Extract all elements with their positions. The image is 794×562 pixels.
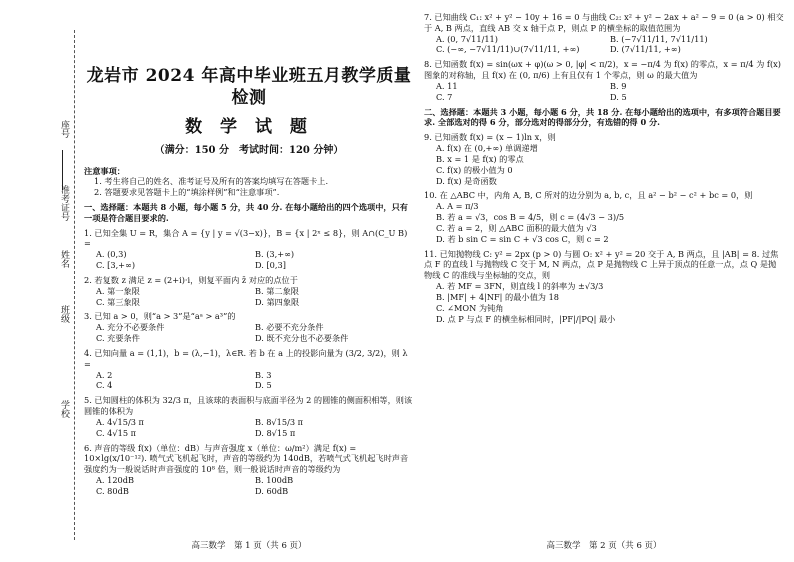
question bbox=[84, 275, 414, 307]
question-stem: 5. 已知圆柱的体积为 32/3 π，且该球的表面积与底面半径为 2 的圆锥的侧面积相等，则该圆锥的体积为 bbox=[84, 395, 413, 417]
question bbox=[424, 59, 784, 102]
fill-line bbox=[62, 150, 63, 190]
answer-option: A. A = π/3 bbox=[436, 201, 479, 212]
page-2 bbox=[424, 8, 784, 556]
note-2: 2. 答题要求见答题卡上的“填涂样例”和“注意事项”. bbox=[94, 187, 280, 198]
question-stem: 1. 已知全集 U = R，集合 A = {y | y = √(3−x)}，B = {x | 2ˣ ≤ 8}，则 A∩(C_U B) = bbox=[84, 227, 408, 249]
answer-option: D. 若 b sin C = sin C + √3 cos C，则 c = 2 bbox=[436, 233, 609, 244]
page-1 bbox=[84, 8, 414, 556]
answer-option: C. ∠MON 为钝角 bbox=[436, 302, 504, 313]
answer-option: C. f(x) 的极小值为 0 bbox=[436, 164, 513, 175]
question bbox=[84, 228, 414, 271]
answer-option: D. (7√11/11, +∞) bbox=[610, 44, 681, 55]
answer-option: C. 4√15 π bbox=[96, 427, 137, 438]
question bbox=[84, 311, 414, 343]
question bbox=[424, 190, 784, 244]
answer-option: B. x = 1 是 f(x) 的零点 bbox=[436, 153, 524, 164]
question bbox=[424, 249, 784, 325]
binding-label-seat: 座号 bbox=[59, 120, 69, 138]
answer-option: D. 5 bbox=[610, 91, 627, 102]
answer-option: C. 80dB bbox=[96, 485, 129, 496]
question-stem: 4. 已知向量 a = (1,1)，b = (λ,−1)，λ∈R. 若 b 在 a 上的投影向量为 (3/2, 3/2)，则 λ = bbox=[84, 347, 408, 369]
answer-option: D. 60dB bbox=[255, 485, 289, 496]
exam-subject: 数 学 试 题 bbox=[185, 116, 313, 137]
question bbox=[84, 348, 414, 391]
binding-label-id: 准考证号 bbox=[59, 185, 69, 221]
answer-option: C. (−∞, −7√11/11)∪(7√11/11, +∞) bbox=[436, 44, 580, 55]
answer-option: D. 5 bbox=[255, 380, 272, 391]
answer-option: B. |MF| + 4|NF| 的最小值为 18 bbox=[436, 291, 560, 302]
question-stem: 9. 已知函数 f(x) = (x − 1)ln x，则 bbox=[424, 132, 556, 143]
binding-margin bbox=[0, 0, 78, 562]
answer-option: A. f(x) 在 (0,+∞) 单调递增 bbox=[436, 143, 538, 154]
answer-option: C. 4 bbox=[96, 380, 113, 391]
answer-option: A. 120dB bbox=[96, 475, 135, 486]
answer-option: A. 2 bbox=[96, 369, 113, 380]
binding-label-class: 班级 bbox=[59, 305, 69, 323]
question-stem: 11. 已知抛物线 C: y² = 2px (p > 0) 与圆 O: x² + y² = 20 交于 A, B 两点，且 |AB| = 8. 过焦点 F 的直线 l 与抛物线 C 交于 M, N 两点，点 P 是抛物线 C 上异于顶点的任意一点，点 Q 是抛物线 C 的准线与坐标轴的交点，则 bbox=[424, 248, 779, 281]
notes-title: 注意事项： bbox=[84, 165, 125, 176]
question bbox=[424, 132, 784, 186]
answer-option: A. 第一象限 bbox=[96, 285, 140, 296]
answer-option: C. 7 bbox=[436, 91, 453, 102]
page-2-footer: 高三数学 第 2 页（共 6 页） bbox=[546, 540, 662, 551]
answer-option: A. 11 bbox=[436, 80, 458, 91]
answer-option: A. (0, 7√11/11) bbox=[436, 33, 498, 44]
answer-option: D. 8√15 π bbox=[255, 427, 296, 438]
answer-option: B. (3,+∞) bbox=[255, 249, 295, 260]
answer-option: A. (0,3) bbox=[96, 249, 127, 260]
binding-label-name: 姓名 bbox=[59, 250, 69, 268]
answer-option: B. 3 bbox=[255, 369, 272, 380]
answer-option: B. 第二象限 bbox=[255, 285, 299, 296]
answer-option: D. 第四象限 bbox=[255, 296, 300, 307]
answer-option: D. [0,3] bbox=[255, 260, 286, 271]
question-stem: 8. 已知函数 f(x) = sin(ωx + φ)(ω > 0, |φ| < π/2)，x = −π/4 为 f(x) 的零点，x = π/4 为 f(x) 图象的对称轴，且 f(x) 在 (0, π/6) 上有且仅有 1 个零点，则 ω 的最大值为 bbox=[424, 59, 781, 81]
answer-option: C. [3,+∞) bbox=[96, 260, 136, 271]
answer-option: D. 点 P 与点 F 的横坐标相同时，|PF|/|PQ| 最小 bbox=[436, 313, 616, 324]
question-stem: 10. 在 △ABC 中，内角 A, B, C 所对的边分别为 a, b, c，且 a² − b² − c² + bc = 0，则 bbox=[424, 190, 753, 201]
question bbox=[424, 12, 784, 55]
question bbox=[84, 443, 414, 497]
binding-label-school: 学校 bbox=[59, 400, 69, 418]
answer-option: D. 既不充分也不必要条件 bbox=[255, 333, 349, 344]
answer-option: C. 充要条件 bbox=[96, 333, 140, 344]
answer-option: B. (−7√11/11, 7√11/11) bbox=[610, 33, 708, 44]
answer-option: B. 100dB bbox=[255, 475, 294, 486]
question-stem: 6. 声音的等级 f(x)（单位：dB）与声音强度 x（单位：ω/m²）满足 f(x) = 10×lg(x/10⁻¹²). 喷气式飞机起飞时，声音的等级约为 140dB，若喷气式飞机起飞时声音强度约为一般说话时声音强度的 10⁸ 倍，则一般说话时声音的等级约为 bbox=[84, 442, 409, 475]
answer-option: A. 4√15/3 π bbox=[96, 416, 144, 427]
answer-option: C. 第三象限 bbox=[96, 296, 140, 307]
question-stem: 3. 已知 a > 0，则“a > 3”是“aᵃ > a³”的 bbox=[84, 311, 236, 322]
exam-meta: （满分：150 分 考试时间：120 分钟） bbox=[154, 145, 344, 157]
section-1-heading: 一、选择题：本题共 8 小题，每小题 5 分，共 40 分. 在每小题给出的四个选项中，只有一项是符合题目要求的. bbox=[84, 201, 408, 223]
answer-option: A. 充分不必要条件 bbox=[96, 322, 165, 333]
answer-option: B. 必要不充分条件 bbox=[255, 322, 324, 333]
question-stem: 2. 若复数 z 满足 z = (2+i)·i，则复平面内 z̄ 对应的点位于 bbox=[84, 274, 298, 285]
section-2-heading: 二、选择题：本题共 3 小题，每小题 6 分，共 18 分. 在每小题给出的选项中，有多项符合题目要求. 全部选对的得 6 分，部分选对的得部分分，有选错的得 0 分. bbox=[424, 106, 781, 128]
note-1: 1. 考生将自己的姓名、准考证号及所有的答案均填写在答题卡上. bbox=[94, 176, 329, 187]
binding-line bbox=[74, 30, 75, 540]
page-1-footer: 高三数学 第 1 页（共 6 页） bbox=[191, 540, 307, 551]
answer-option: C. 若 a = 2，则 △ABC 面积的最大值为 √3 bbox=[436, 222, 597, 233]
answer-option: B. 8√15/3 π bbox=[255, 416, 304, 427]
answer-option: A. 若 MF = 3FN，则直线 l 的斜率为 ±√3/3 bbox=[436, 281, 604, 292]
question-stem: 7. 已知曲线 C₁: x² + y² − 10y + 16 = 0 与曲线 C₂: x² + y² − 2ax + a² − 9 = 0 (a > 0) 相交于 A, B 两点，直线 AB 交 x 轴于点 P，则点 P 的横坐标的取值范围为 bbox=[424, 12, 784, 33]
answer-option: B. 9 bbox=[610, 80, 627, 91]
exam-title: 龙岩市 2024 年高中毕业班五月教学质量检测 bbox=[86, 66, 412, 109]
answer-option: D. f(x) 是奇函数 bbox=[436, 175, 497, 186]
answer-option: B. 若 a = √3，cos B = 4/5，则 c = (4√3 − 3)/5 bbox=[436, 212, 625, 223]
question bbox=[84, 395, 414, 438]
